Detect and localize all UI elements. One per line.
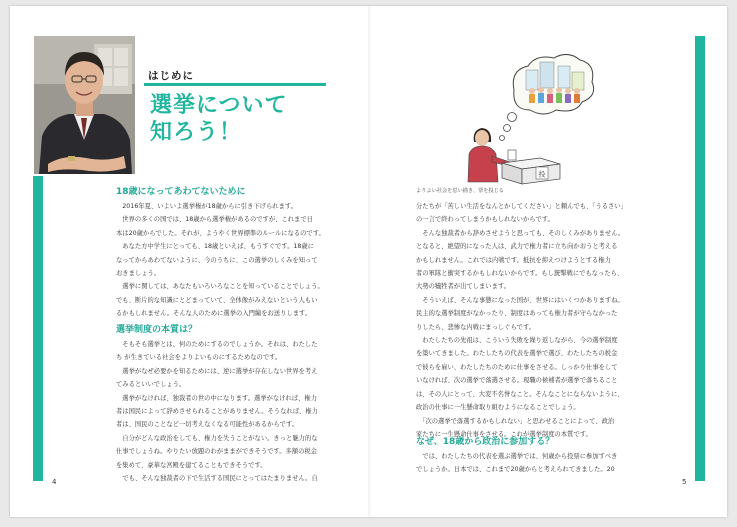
- paragraph-line: 世界の多くの国では、18歳から選挙権があるのですが、これまで日: [116, 216, 313, 224]
- paragraph-line: 「次の選挙で落選するかもしれない」と思わせることによって、政治: [416, 417, 615, 425]
- right-body-bottom: [416, 450, 617, 477]
- paragraph-line: わたしたちの先祖は、こういう失敗を繰り返しながら、今の選挙制度: [416, 337, 618, 345]
- section-heading-1: 18歳になってあわてないために: [116, 187, 246, 197]
- section-heading-2: 選挙制度の本質は？: [116, 325, 198, 335]
- paragraph-line: るかもしれません。そんな人のために選挙の入門編をお送りします。: [116, 310, 312, 318]
- heading-hajimeni: はじめに: [148, 70, 194, 82]
- paragraph-line: 者の軍隊と衝突するかもしれないからです。もし銃撃戦にでもなったら、: [416, 270, 624, 278]
- paragraph-line: 選挙がなぜ必要かを知るためには、逆に選挙が存在しない世界を考え: [116, 367, 318, 375]
- page-number-right: 5: [682, 478, 687, 486]
- ballot-box-label: 投: [538, 170, 546, 179]
- author-photo: [34, 36, 135, 174]
- page-title: [150, 92, 288, 146]
- paragraph-line: ち が生きている社会をよりよいものにするためなのです。: [116, 354, 282, 362]
- paragraph-line: てみるといいでしょう。: [116, 381, 186, 389]
- paragraph-line: 家たちに一生懸命仕事をさせる。これが選挙制度の本質です。: [416, 430, 592, 438]
- paragraph-line: で彼らを雇い、わたしたちのために仕事をさせる。しっかり仕事をして: [416, 363, 618, 371]
- paragraph-line: の一言で終わってしまうかもしれないからです。: [416, 216, 554, 224]
- section-1-body: [116, 200, 325, 321]
- title-line-1: 選挙について: [150, 93, 288, 118]
- title-rule: [144, 83, 326, 86]
- paragraph-line: かもしれません。これでは内戦です。抵抗を抑えつけようとする権力: [416, 256, 611, 264]
- paragraph-line: 分たちが「苦しい生活をなんとかしてください」と頼んでも、「うるさい」: [416, 203, 627, 210]
- paragraph-line: 民主的な選挙制度がなかったり、制度はあっても権力者が守らなかった: [416, 310, 618, 318]
- paragraph-line: 選挙に関しては、あなたもいろいろなことを知っていることでしょう。: [116, 283, 324, 291]
- paragraph-line: でも、断片的な知識にとどまっていて、全体像がみえないという人もい: [116, 296, 318, 304]
- right-body-top: [416, 200, 627, 441]
- paragraph-line: を築いてきました。わたしたちの代表を選挙で選び、わたしたちの税金: [416, 350, 618, 358]
- paragraph-line: そもそも選挙とは、何のためにするのでしょうか。それは、わたした: [116, 341, 318, 348]
- paragraph-line: 自分がどんな政治をしても、権力を失うことがない。きっと魅力的な: [116, 434, 318, 442]
- left-page: [10, 6, 368, 517]
- illustration-caption: よりよい社会を思い描き、票を投じる: [416, 188, 504, 194]
- accent-bar-right: [695, 36, 705, 481]
- paragraph-line: おきましょう。: [116, 270, 161, 278]
- paragraph-line: は、その人にとって、大変不名誉なこと。そんなことにならないように、: [416, 390, 624, 398]
- paragraph-line: いなければ、次の選挙で落選させる。現職の候補者が選挙で落ちること: [416, 377, 618, 385]
- paragraph-line: 本は20歳からでした。それが、ようやく世界標準のルールになるのです。: [116, 229, 325, 237]
- paragraph-line: 大勢の犠牲者が出てしまいます。: [416, 283, 510, 291]
- accent-bar-left: [33, 176, 43, 481]
- paragraph-line: 2016年夏、いよいよ選挙権が18歳からに引き下げられます。: [116, 203, 297, 210]
- paragraph-line: りしたら、悲惨な内戦にまっしぐらです。: [416, 323, 536, 331]
- paragraph-line: では、わたしたちの代表を選ぶ選挙では、何歳から投票に参加すべき: [416, 453, 618, 460]
- paragraph-line: なってからあわてないように、今のうちに、この選挙のしくみを知って: [116, 256, 318, 264]
- title-line-2: 知ろう！: [150, 120, 243, 145]
- voting-illustration: [452, 50, 597, 185]
- paragraph-line: 者は、国民のことなど一切考えなくなる可能性があるからです。: [116, 421, 299, 429]
- paragraph-line: 者は国民によって辞めさせられることがありません。そうなれば、権力: [116, 408, 318, 416]
- paragraph-line: を集めて、豪華な宮殿を建てることもできそうです。: [116, 461, 267, 469]
- paragraph-line: 仕事でしょうね。やりたい放題のわがままができそうです。多額の税金: [116, 448, 317, 456]
- paragraph-line: 政治の仕事に一生懸命取り組むようになることでしょう。: [416, 404, 580, 412]
- paragraph-line: そんな独裁者から辞めさせようと思っても、そのしくみがありません。: [416, 229, 625, 237]
- section-2-body: [116, 338, 318, 485]
- paragraph-line: でも、そんな独裁者の下で生活する国民にとってはたまりません。自: [116, 475, 318, 483]
- paragraph-line: そういえば、そんな事態になった国が、世界にはいくつかありますね。: [416, 296, 624, 304]
- paragraph-line: 選挙がなければ、独裁者の世の中になります。選挙がなければ、権力: [116, 394, 317, 402]
- paragraph-line: あなた方中学生にとっても、18歳といえば、もうすぐです。18歳に: [116, 243, 315, 251]
- paragraph-line: となると、絶望的になった人は、武力で権力者に立ち向かおうと考える: [416, 243, 618, 251]
- right-page: [372, 6, 727, 517]
- section-heading-3: なぜ、18歳から政治に参加する？: [416, 437, 555, 447]
- page-number-left: 4: [52, 478, 57, 486]
- paragraph-line: でしょうか。日本では、これまで20歳からと考えられてきました。20: [416, 466, 615, 474]
- book-spread: [10, 6, 727, 517]
